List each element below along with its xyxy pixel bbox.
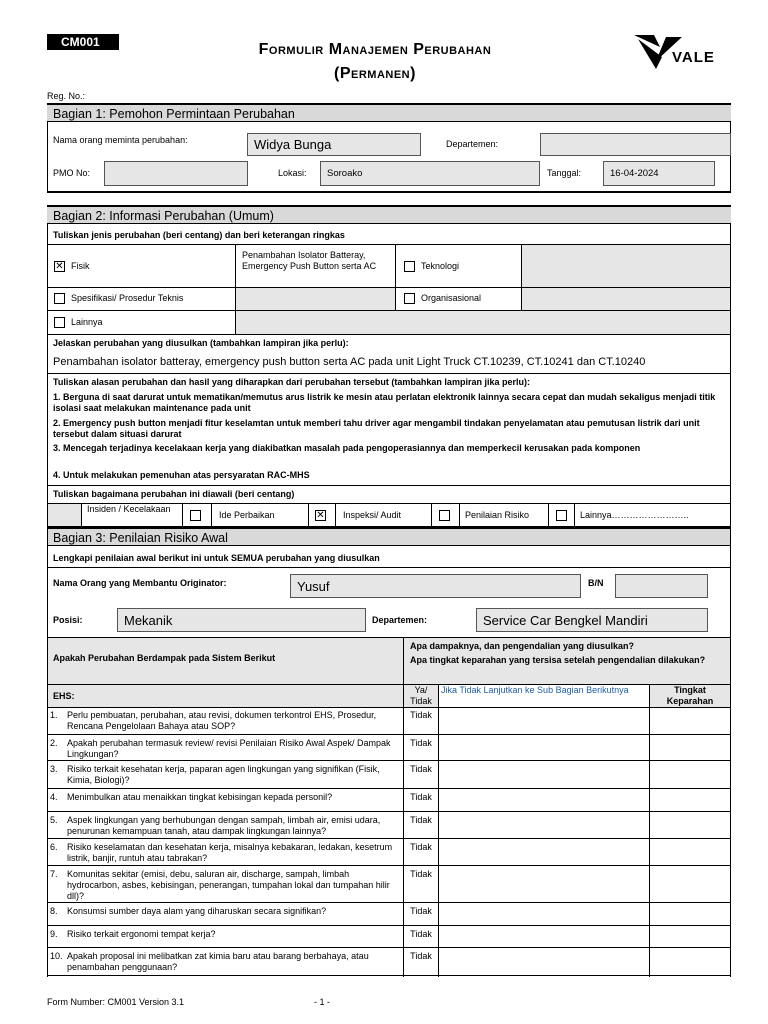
ehs-row-number: 9. <box>50 929 58 939</box>
col-severity: Tingkat Keparahan <box>666 685 714 706</box>
ehs-row <box>47 735 731 761</box>
init-risiko-checkbox[interactable] <box>439 510 450 521</box>
reason-3: 3. Mencegah terjadinya kecelakaan kerja yang diakibatkan masalah pada pengoperasiannya dan memperkecil kerusakan pada komponen <box>53 443 641 453</box>
vale-logo-text: VALE <box>672 49 715 66</box>
ehs-row-number: 5. <box>50 815 58 825</box>
pmo-field[interactable] <box>104 161 248 186</box>
reason-1: 1. Berguna di saat darurat untuk mematikan/memutus arus listrik ke mesin atau perlatan elektronik lainnya secara cepat dan mudah sekaligus menjadi titik isolasi saat melakukan maintenance pada unit <box>53 392 716 413</box>
type-teknologi-checkbox[interactable] <box>404 261 415 272</box>
ehs-row-question: Risiko terkait kesehatan kerja, paparan agen lingkungan yang signifikan (Fisik, Kimia, Biologi)? <box>67 764 380 785</box>
form-code-badge: CM001 <box>47 34 119 50</box>
type-teknologi-label: Teknologi <box>421 261 460 271</box>
bn-label: B/N <box>588 578 604 588</box>
dept3-field[interactable]: Service Car Bengkel Mandiri <box>476 608 708 632</box>
init-lainnya-checkbox[interactable] <box>556 510 567 521</box>
type-organisasional-checkbox[interactable] <box>404 293 415 304</box>
location-label: Lokasi: <box>278 168 307 178</box>
footer-page: - 1 - <box>314 997 331 1007</box>
section1-title: Bagian 1: Pemohon Permintaan Perubahan <box>47 103 731 122</box>
date-label: Tanggal: <box>547 168 582 178</box>
impact-header: Apakah Perubahan Berdampak pada Sistem Berikut <box>53 653 276 663</box>
ehs-row-answer[interactable]: Tidak <box>410 738 432 748</box>
bn-field[interactable] <box>615 574 708 598</box>
init-lainnya-label: Lainnya…………………….. <box>580 510 689 520</box>
ehs-row-number: 3. <box>50 764 58 774</box>
type-fisik-label: Fisik <box>71 261 90 271</box>
ehs-row-answer[interactable]: Tidak <box>410 869 432 879</box>
init-incident-label: Insiden / Kecelakaan <box>87 504 171 514</box>
ehs-row-question: Risiko keselamatan dan kesehatan kerja, misalnya kebakaran, ledakan, kesetrum listrik, banjir, runtuh atau tabrakan? <box>67 842 393 863</box>
ehs-row-answer[interactable]: Tidak <box>410 842 432 852</box>
ehs-row-question: Menimbulkan atau menaikkan tingkat kebisingan kepada personil? <box>67 792 333 802</box>
form-title-line2: (Permanen) <box>334 65 416 82</box>
section2-title: Bagian 2: Informasi Perubahan (Umum) <box>47 205 731 224</box>
init-ide-label: Ide Perbaikan <box>219 510 275 520</box>
requester-label: Nama orang meminta perubahan: <box>53 135 188 145</box>
ehs-row <box>47 926 731 948</box>
ehs-row <box>47 839 731 866</box>
reason-2: 2. Emergency push button menjadi fitur keselamtan untuk memberi tahu driver agar mengambil tindakan penyelamatan atau pemutusan listrik dari unit tersebut dalam situasi darurat <box>53 418 700 439</box>
ehs-row <box>47 789 731 812</box>
ehs-row-number: 4. <box>50 792 58 802</box>
dept3-label: Departemen: <box>372 615 428 625</box>
department-field[interactable] <box>540 133 731 156</box>
reason-4: 4. Untuk melakukan pemenuhan atas persyaratan RAC-MHS <box>53 470 310 480</box>
section3-title: Bagian 3: Penilaian Risiko Awal <box>47 527 731 546</box>
type-fisik-checkbox[interactable]: ✕ <box>55 261 64 272</box>
vale-logo <box>632 33 732 73</box>
date-field[interactable]: 16-04-2024 <box>603 161 715 186</box>
ehs-row-question: Apakah proposal ini melibatkan zat kimia baru atau barang berbahaya, atau penambahan penggunaan? <box>67 951 369 972</box>
ehs-row-number: 8. <box>50 906 58 916</box>
footer-form-number: Form Number: CM001 Version 3.1 <box>47 997 185 1007</box>
ehs-row-number: 6. <box>50 842 58 852</box>
ehs-row <box>47 761 731 789</box>
ehs-row <box>47 812 731 839</box>
ehs-row-answer[interactable]: Tidak <box>410 792 432 802</box>
ehs-row-question: Risiko terkait ergonomi tempat kerja? <box>67 929 216 939</box>
ehs-row-question: Konsumsi sumber daya alam yang diharuskan secara signifikan? <box>67 906 327 916</box>
pmo-label: PMO No: <box>53 168 91 178</box>
col-note: Jika Tidak Lanjutkan ke Sub Bagian Berikutnya <box>441 685 629 695</box>
reason-label: Tuliskan alasan perubahan dan hasil yang diharapkan dari perubahan tersebut (tambahkan lampiran jika perlu): <box>53 377 530 387</box>
impact-question2: Apa tingkat keparahan yang tersisa setelah pengendalian dilakukan? <box>410 655 706 665</box>
ehs-row-number: 1. <box>50 710 58 720</box>
ehs-row-number: 2. <box>50 738 58 748</box>
ehs-label: EHS: <box>53 691 75 701</box>
position-label: Posisi: <box>53 615 83 625</box>
ehs-row <box>47 866 731 903</box>
department-label: Departemen: <box>446 139 499 149</box>
init-inspeksi-checkbox[interactable]: ✕ <box>316 510 325 521</box>
location-field[interactable]: Soroako <box>320 161 540 186</box>
type-lainnya-label: Lainnya <box>71 317 103 327</box>
form-title-line1: Formulir Manajemen Perubahan <box>258 41 492 58</box>
ehs-row <box>47 707 731 735</box>
ehs-row <box>47 948 731 976</box>
ehs-row-number: 7. <box>50 869 58 879</box>
section3-instruction: Lengkapi penilaian awal berikut ini untuk SEMUA perubahan yang diusulkan <box>53 553 380 563</box>
reg-no-label: Reg. No.: <box>47 91 86 101</box>
explain-value: Penambahan isolator batteray, emergency push button serta AC pada unit Light Truck CT.10239, CT.10241 dan CT.10240 <box>53 356 646 368</box>
ehs-row-answer[interactable]: Tidak <box>410 764 432 774</box>
init-ide-checkbox[interactable] <box>190 510 201 521</box>
ehs-row-question: Aspek lingkungan yang berhubungan dengan sampah, limbah air, emisi udara, penurunan kemampuan tanah, atau dampak lingkungan lainnya? <box>67 815 381 836</box>
type-lainnya-checkbox[interactable] <box>54 317 65 328</box>
initiation-label: Tuliskan bagaimana perubahan ini diawali (beri centang) <box>53 489 295 499</box>
type-fisik-desc: Penambahan Isolator Batteray, Emergency Push Button serta AC <box>242 250 377 271</box>
ehs-row-number: 10. <box>50 951 63 961</box>
ehs-row-answer[interactable]: Tidak <box>410 815 432 825</box>
ehs-row-answer[interactable]: Tidak <box>410 951 432 961</box>
position-field[interactable]: Mekanik <box>117 608 366 632</box>
init-risiko-label: Penilaian Risiko <box>465 510 530 520</box>
ehs-row-answer[interactable]: Tidak <box>410 710 432 720</box>
type-spesifikasi-label: Spesifikasi/ Prosedur Teknis <box>71 293 184 303</box>
helper-field[interactable]: Yusuf <box>290 574 581 598</box>
col-yes-no: Ya/ Tidak <box>410 685 432 706</box>
ehs-row-answer[interactable]: Tidak <box>410 906 432 916</box>
ehs-row-answer[interactable]: Tidak <box>410 929 432 939</box>
explain-label: Jelaskan perubahan yang diusulkan (tambahkan lampiran jika perlu): <box>53 338 349 348</box>
change-type-instruction: Tuliskan jenis perubahan (beri centang) dan beri keterangan ringkas <box>53 230 345 240</box>
ehs-row-question: Perlu pembuatan, perubahan, atau revisi, dokumen terkontrol EHS, Prosedur, Rencana Pengelolaan Bahaya atau SOP? <box>67 710 377 731</box>
ehs-row <box>47 903 731 926</box>
ehs-row-question: Apakah perubahan termasuk review/ revisi Penilaian Risiko Awal Aspek/ Dampak Lingkungan? <box>67 738 391 759</box>
type-spesifikasi-checkbox[interactable] <box>54 293 65 304</box>
type-organisasional-label: Organisasional <box>421 293 482 303</box>
ehs-row-question: Komunitas sekitar (emisi, debu, saluran air, discharge, sampah, limbah hydrocarbon, asbes, kebisingan, penerangan, tumpahan lokal dan tumpahan hilir dll)? <box>67 869 390 901</box>
impact-question1: Apa dampaknya, dan pengendalian yang diusulkan? <box>410 641 635 651</box>
helper-label: Nama Orang yang Membantu Originator: <box>53 578 227 588</box>
init-inspeksi-label: Inspeksi/ Audit <box>343 510 402 520</box>
requester-field[interactable]: Widya Bunga <box>247 133 421 156</box>
